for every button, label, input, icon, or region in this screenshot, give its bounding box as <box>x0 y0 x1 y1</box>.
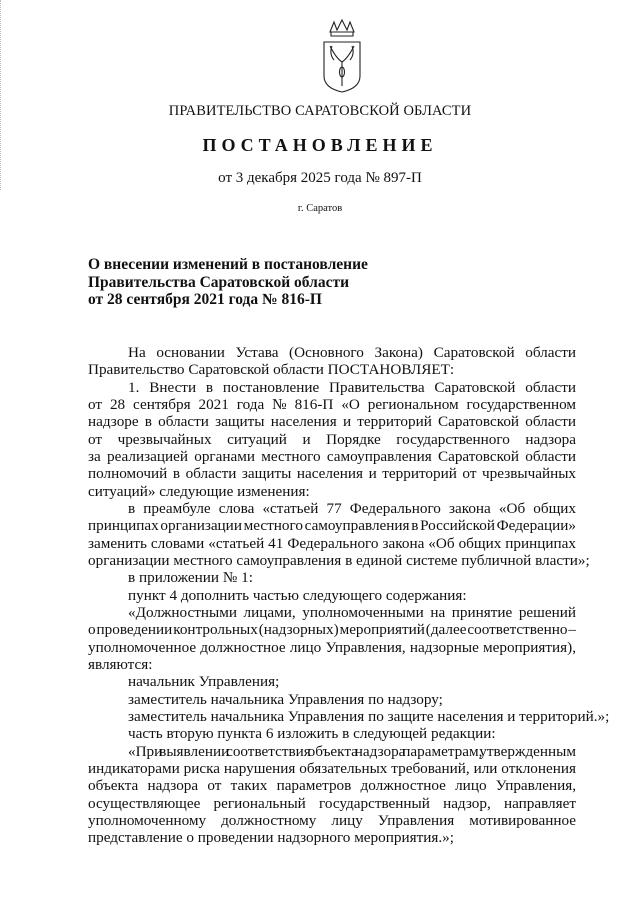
saratov-coat-of-arms-icon <box>300 18 384 96</box>
body-line <box>88 707 610 725</box>
body-line <box>88 361 576 378</box>
document-body <box>88 344 610 847</box>
body-line-text: заместитель начальника Управления по защите населения и территорий.»; <box>128 707 610 725</box>
body-line-text: от чрезвычайных ситуаций и Порядке государственного надзора <box>88 430 576 448</box>
body-line <box>88 396 576 413</box>
body-line <box>88 760 576 777</box>
body-line <box>88 551 590 569</box>
body-line-text: от 28 сентября 2021 года № 816-П «О региональном государственном <box>88 395 576 413</box>
body-line <box>88 413 576 430</box>
body-line-text: о проведении контрольных (надзорных) мероприятий (далее соответственно – <box>88 621 576 639</box>
body-line <box>88 795 576 812</box>
body-line <box>88 569 576 586</box>
body-line-text: «Должностными лицами, уполномоченными на принятие решений <box>128 603 576 621</box>
title-line: О внесении изменений в постановление <box>88 256 368 273</box>
body-line <box>88 448 576 465</box>
body-line <box>88 743 576 760</box>
body-line <box>88 725 576 742</box>
body-line-text: надзоре в области защиты населения и территорий Саратовской области <box>88 413 576 431</box>
body-line-text: в приложении № 1: <box>128 569 253 587</box>
body-line <box>88 431 576 448</box>
body-line <box>88 587 576 604</box>
body-line <box>88 483 576 500</box>
body-line-text: уполномоченному должностному лицу Управления мотивированное <box>88 811 576 829</box>
title-line: Правительства Саратовской области <box>88 273 349 291</box>
body-line <box>88 639 576 656</box>
body-line <box>88 465 576 482</box>
body-line-text: пункт 4 дополнить частью следующего содержания: <box>128 586 467 604</box>
body-line-text: за реализацией органами местного самоуправления Саратовской области <box>88 447 576 465</box>
body-line-text: в преамбуле слова «статьей 77 Федерального закона «Об общих <box>128 499 576 517</box>
document-title <box>88 256 368 309</box>
body-line <box>88 691 576 708</box>
body-line <box>88 500 576 517</box>
body-line <box>88 673 576 690</box>
body-line-text: объекта надзора от таких параметров должностное лицо Управления, <box>88 777 576 795</box>
body-line <box>88 379 576 396</box>
document-type: ПОСТАНОВЛЕНИЕ <box>202 135 438 155</box>
body-line <box>88 344 576 361</box>
body-line <box>88 535 576 552</box>
body-line-text: Правительство Саратовской области ПОСТАНОВЛЯЕТ: <box>88 361 455 379</box>
body-line <box>88 604 576 621</box>
body-line-text: принципах организации местного самоуправления в Российской Федерации» <box>88 517 576 535</box>
scan-edge-mark <box>0 0 3 190</box>
body-line-text: уполномоченное должностное лицо Управления, надзорные мероприятия), <box>88 638 576 656</box>
body-line-text: заменить словами «статьей 41 Федерального закона «Об общих принципах <box>88 534 576 552</box>
body-line <box>88 517 576 534</box>
body-line-text: начальник Управления; <box>128 673 280 691</box>
document-city: г. Саратов <box>297 203 343 214</box>
body-line <box>88 812 576 829</box>
body-line-text: осуществляющее региональный государственный надзор, направляет <box>88 794 576 812</box>
body-line <box>88 656 576 673</box>
body-line <box>88 777 576 794</box>
body-line-text: организации местного самоуправления в единой системе публичной власти»; <box>88 551 590 569</box>
body-line-text: полномочий в области защиты населения и территорий от чрезвычайных <box>88 465 576 483</box>
document-date-number: от 3 декабря 2025 года № 897-П <box>218 170 422 186</box>
body-line <box>88 621 576 638</box>
body-line-text: индикаторами риска нарушения обязательных требований, или отклонения <box>88 759 576 777</box>
body-line-text: «При выявлении соответствия объекта надзора параметрам, утвержденным <box>128 742 576 760</box>
body-line <box>88 829 576 846</box>
body-line-text: являются: <box>88 655 153 673</box>
body-line-text: представление о проведении надзорного мероприятия.»; <box>88 829 454 847</box>
title-line: от 28 сентября 2021 года № 816-П <box>88 291 322 308</box>
body-line-text: заместитель начальника Управления по надзору; <box>128 690 443 708</box>
body-line-text: часть вторую пункта 6 изложить в следующей редакции: <box>128 725 496 743</box>
government-name: ПРАВИТЕЛЬСТВО САРАТОВСКОЙ ОБЛАСТИ <box>168 103 472 119</box>
body-line-text: 1. Внести в постановление Правительства Саратовской области <box>128 378 576 396</box>
body-line-text: ситуаций» следующие изменения: <box>88 482 310 500</box>
body-line-text: На основании Устава (Основного Закона) Саратовской области <box>128 344 576 361</box>
